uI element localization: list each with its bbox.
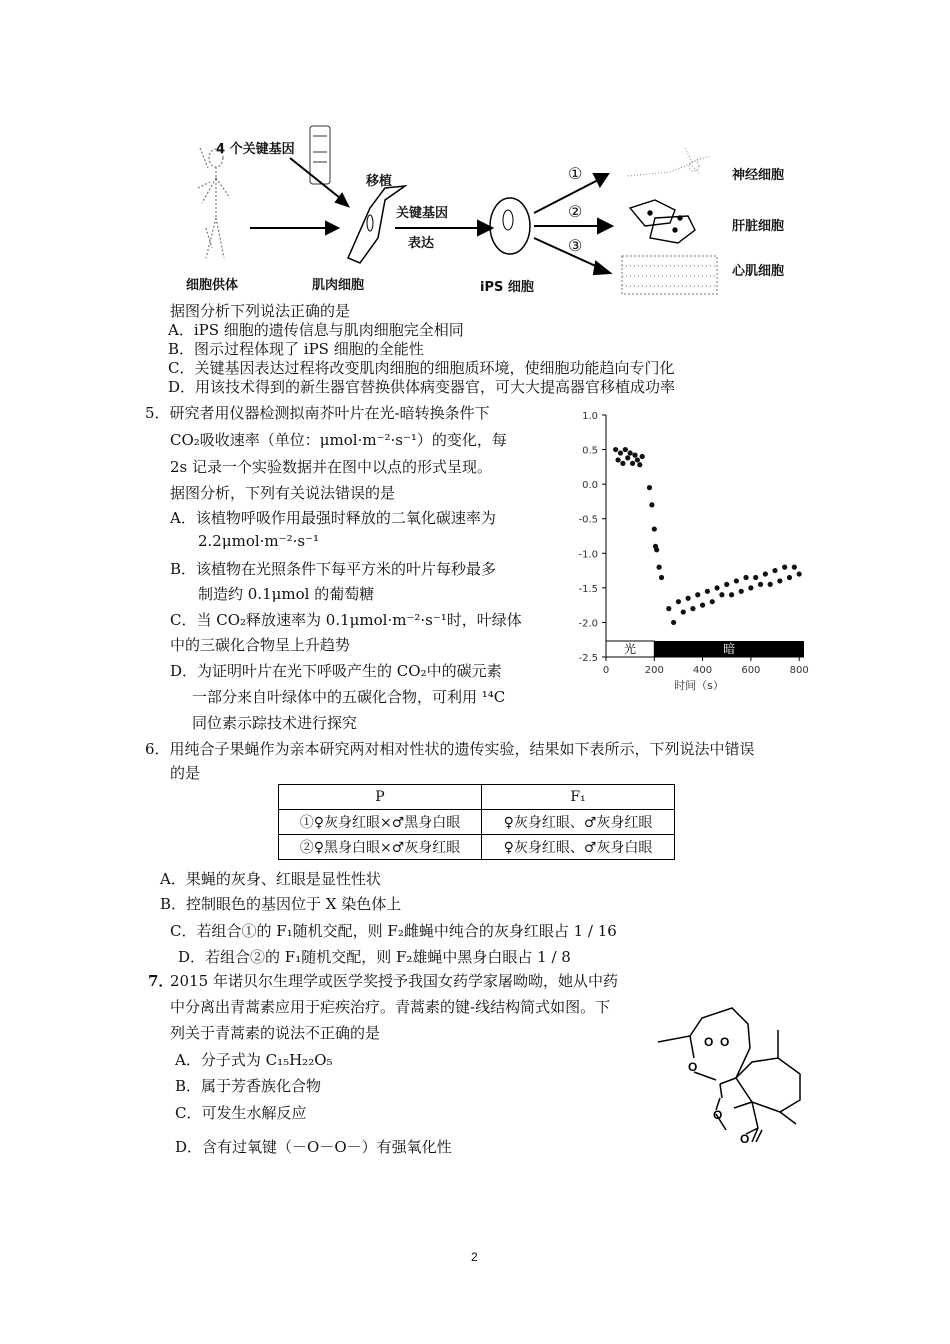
x-tick-label: 200 — [644, 665, 664, 676]
q5-line-3: 2s 记录一个实验数据并在图中以点的形式呈现。 — [170, 458, 493, 476]
data-point — [768, 582, 773, 587]
data-point — [763, 571, 768, 576]
neuron-sketch — [628, 148, 710, 176]
data-point — [734, 578, 739, 583]
data-point — [710, 599, 715, 604]
data-point — [782, 565, 787, 570]
data-point — [657, 565, 662, 570]
path-3-number: ③ — [568, 236, 583, 255]
data-point — [632, 453, 637, 458]
data-point — [615, 457, 620, 462]
q6-stem-line1: 6．用纯合子果蝇作为亲本研究两对相对性状的遗传实验，结果如下表所示，下列说法中错误 — [145, 740, 755, 758]
q5-option-b: B．该植物在光照条件下每平方米的叶片每秒最多 — [170, 560, 497, 578]
data-point — [748, 585, 753, 590]
data-point — [724, 582, 729, 587]
data-point — [705, 589, 710, 594]
data-point — [690, 606, 695, 611]
data-point — [654, 547, 659, 552]
q5-line-4: 据图分析，下列有关说法错误的是 — [170, 484, 396, 502]
data-point — [772, 568, 777, 573]
data-point — [681, 609, 686, 614]
q5-option-c-cont: 中的三碳化合物呈上升趋势 — [170, 636, 351, 654]
x-tick-label: 400 — [693, 665, 713, 676]
q7-stem-line2: 中分离出青蒿素应用于疟疾治疗。青蒿素的键-线结构简式如图。下 — [170, 998, 611, 1016]
phase-label-light: 光 — [624, 642, 637, 656]
x-tick-label: 600 — [741, 665, 761, 676]
data-point — [787, 575, 792, 580]
key-gene-label: 关键基因 — [396, 206, 449, 221]
q5-line-1: 5．研究者用仪器检测拟南芥叶片在光-暗转换条件下 — [145, 404, 490, 422]
data-point — [743, 575, 748, 580]
x-tick-label: 800 — [789, 665, 809, 676]
y-tick-label: -2.5 — [578, 653, 598, 664]
table-row — [279, 810, 675, 835]
gene-label: 4 个关键基因 — [216, 142, 295, 157]
data-point — [659, 575, 664, 580]
data-point — [797, 571, 802, 576]
y-tick-label: -0.5 — [578, 514, 598, 526]
data-point — [628, 450, 633, 455]
q5-option-d: D．为证明叶片在光下呼吸产生的 CO₂中的碳元素 — [170, 662, 502, 680]
q5-option-a-cont: 2.2μmol·m⁻²·s⁻¹ — [198, 532, 319, 550]
oxygen-label-1: O — [704, 1035, 714, 1049]
q7-stem-line1: 2015 年诺贝尔生理学或医学奖授予我国女药学家屠呦呦，她从中药 — [170, 972, 618, 990]
q5-option-a: A．该植物呼吸作用最强时释放的二氧化碳速率为 — [170, 509, 496, 527]
ips-cell — [490, 198, 530, 254]
q5-line-2: CO₂吸收速率（单位：μmol·m⁻²·s⁻¹）的变化，每 — [170, 431, 507, 449]
data-point — [792, 565, 797, 570]
data-point — [618, 450, 623, 455]
table-cell: ②♀黑身白眼×♂灰身红眼 — [279, 835, 482, 860]
oxygen-label-2: O — [720, 1035, 730, 1049]
y-tick-label: 1.0 — [582, 411, 598, 422]
oxygen-label-4: O — [713, 1108, 723, 1122]
path-2-number: ② — [568, 202, 583, 221]
y-tick-label: -1.0 — [578, 549, 598, 561]
cross-table — [278, 784, 675, 860]
data-point — [620, 461, 625, 466]
data-point — [758, 582, 763, 587]
q4-option-a: A．iPS 细胞的遗传信息与肌肉细胞完全相同 — [168, 321, 464, 339]
q5-option-d-cont2: 同位素示踪技术进行探究 — [192, 714, 358, 732]
target-heart: 心肌细胞 — [732, 264, 785, 279]
data-point — [676, 599, 681, 604]
q6-option-d: D．若组合②的 F₁随机交配，则 F₂雄蝇中黑身白眼占 1 / 8 — [178, 948, 571, 966]
data-point — [652, 526, 657, 531]
q4-option-b: B．图示过程体现了 iPS 细胞的全能性 — [168, 340, 424, 358]
table-cell: ♀灰身红眼、♂灰身红眼 — [482, 810, 675, 835]
table-cell: ♀灰身红眼、♂灰身白眼 — [482, 835, 675, 860]
table-cell: ①♀灰身红眼×♂黑身白眼 — [279, 810, 482, 835]
transplant-label: 移植 — [366, 174, 393, 189]
donor-figure — [198, 148, 230, 258]
target-liver: 肝脏细胞 — [732, 219, 785, 234]
artemisinin-structure — [640, 1000, 820, 1160]
data-point — [623, 447, 628, 452]
y-tick-label: -1.5 — [578, 583, 598, 595]
data-point — [625, 455, 630, 460]
data-point — [777, 578, 782, 583]
y-tick-label: -2.0 — [578, 618, 598, 630]
table-header-p: P — [279, 785, 482, 810]
q4-stem: 据图分析下列说法正确的是 — [170, 302, 351, 320]
express-label: 表达 — [408, 236, 435, 251]
q4-option-c: C．关键基因表达过程将改变肌肉细胞的细胞质环境，使细胞功能趋向专门化 — [168, 359, 675, 377]
co2-chart — [560, 405, 820, 700]
q5-option-c: C．当 CO₂释放速率为 0.1μmol·m⁻²·s⁻¹时，叶绿体 — [170, 611, 522, 629]
phase-label-dark: 暗 — [723, 642, 736, 656]
q7-option-a: A．分子式为 C₁₅H₂₂O₅ — [175, 1051, 333, 1069]
data-point — [729, 592, 734, 597]
data-point — [637, 462, 642, 467]
data-point — [739, 589, 744, 594]
q7-option-c: C．可发生水解反应 — [175, 1104, 307, 1122]
data-point — [700, 603, 705, 608]
data-point — [719, 592, 724, 597]
x-tick-label: 0 — [602, 665, 610, 676]
q6-stem-line2: 的是 — [170, 764, 201, 782]
data-point — [685, 596, 690, 601]
target-neuron: 神经细胞 — [732, 168, 785, 183]
data-point — [695, 592, 700, 597]
q6-option-c: C．若组合①的 F₁随机交配，则 F₂雌蝇中纯合的灰身红眼占 1 / 16 — [170, 922, 617, 940]
q5-option-b-cont: 制造约 0.1μmol 的葡萄糖 — [198, 585, 375, 603]
data-point — [640, 454, 645, 459]
q7-option-b: B．属于芳香族化合物 — [175, 1077, 322, 1095]
data-point — [635, 457, 640, 462]
oxygen-label-5: O — [740, 1132, 750, 1146]
data-point — [649, 502, 654, 507]
q5-option-d-cont1: 一部分来自叶绿体中的五碳化合物，可利用 ¹⁴C — [192, 688, 506, 706]
q7-stem-line3: 列关于青蒿素的说法不正确的是 — [170, 1024, 381, 1042]
donor-label: 细胞供体 — [186, 278, 239, 293]
table-header-f1: F₁ — [482, 785, 675, 810]
table-header-row — [279, 785, 675, 810]
x-axis-label: 时间（s） — [674, 679, 724, 692]
path-1-number: ① — [568, 164, 583, 183]
y-tick-label: 0.5 — [582, 445, 598, 457]
data-point — [613, 447, 618, 452]
ips-label: iPS 细胞 — [480, 280, 534, 295]
data-point — [666, 606, 671, 611]
q4-option-d: D．用该技术得到的新生器官替换供体病变器官，可大大提高器官移植成功率 — [168, 378, 676, 396]
data-point — [671, 620, 676, 625]
muscle-label: 肌肉细胞 — [312, 278, 365, 293]
data-point — [647, 485, 652, 490]
table-row — [279, 835, 675, 860]
data-point — [714, 585, 719, 590]
q7-number: 7． — [148, 972, 174, 990]
q7-option-d: D．含有过氧键（－O－O－）有强氧化性 — [175, 1138, 452, 1156]
liver-cells — [630, 200, 695, 243]
q6-option-b: B．控制眼色的基因位于 X 染色体上 — [160, 895, 402, 913]
y-tick-label: 0.0 — [582, 480, 598, 492]
q6-option-a: A．果蝇的灰身、红眼是显性性状 — [160, 870, 381, 888]
page-number: 2 — [471, 1250, 478, 1264]
data-point — [753, 575, 758, 580]
cardiac-muscle — [622, 256, 717, 294]
data-point — [630, 461, 635, 466]
muscle-cell — [348, 186, 405, 263]
oxygen-label-3: O — [688, 1060, 698, 1074]
